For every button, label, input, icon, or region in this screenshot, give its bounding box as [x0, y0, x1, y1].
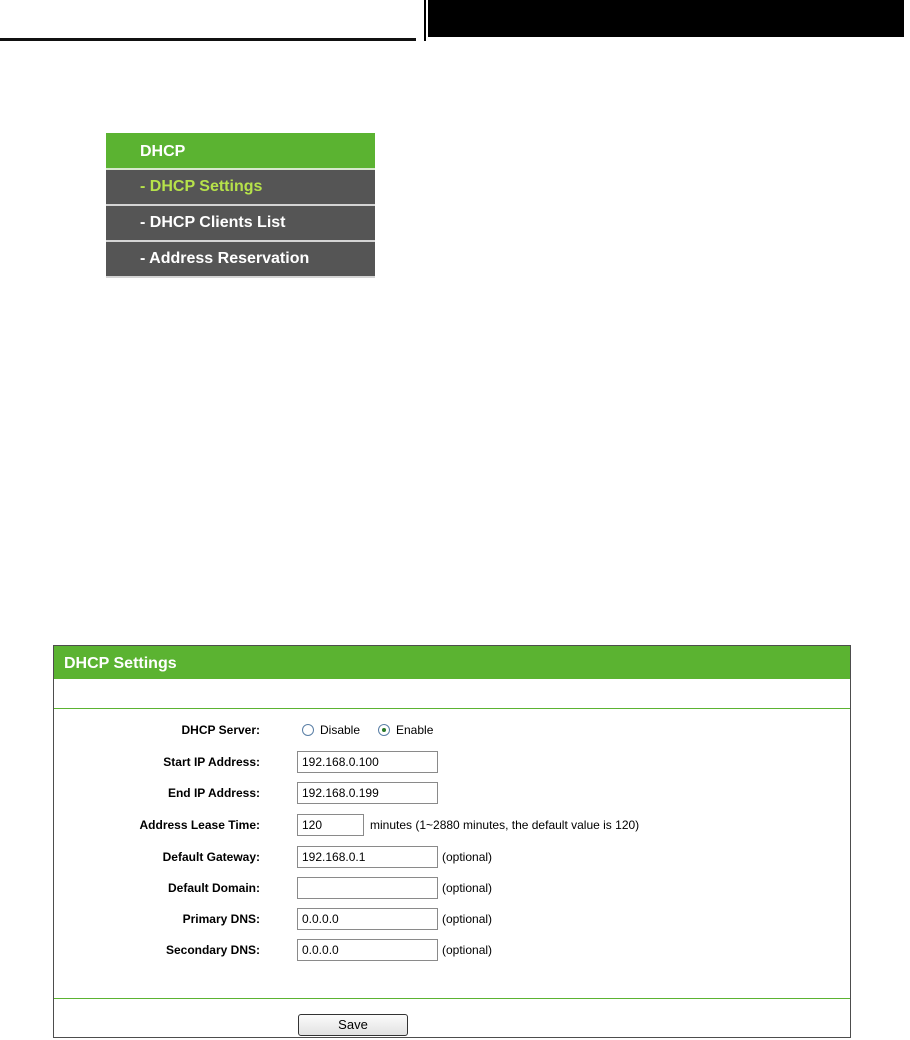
disable-label[interactable]: Disable — [320, 723, 361, 737]
enable-label[interactable]: Enable — [396, 723, 434, 737]
default-domain-note: (optional) — [442, 881, 493, 895]
dhcp-menu — [106, 133, 375, 278]
divider-bottom — [54, 998, 850, 999]
secondary-dns-input[interactable]: 0.0.0.0 — [297, 939, 438, 961]
start-ip-input[interactable]: 192.168.0.100 — [297, 751, 438, 773]
default-gateway-note: (optional) — [442, 850, 493, 864]
secondary-dns-note: (optional) — [442, 943, 493, 957]
header-left-bar — [0, 0, 416, 41]
end-ip-label: End IP Address: — [167, 786, 260, 800]
row-secondary-dns — [54, 939, 850, 961]
primary-dns-note: (optional) — [442, 912, 493, 926]
menu-item-dhcp-settings[interactable]: - DHCP Settings — [106, 170, 375, 206]
row-lease-time — [54, 814, 850, 836]
row-default-gateway — [54, 846, 850, 868]
start-ip-label: Start IP Address: — [163, 755, 260, 769]
default-gateway-input[interactable]: 192.168.0.1 — [297, 846, 438, 868]
menu-title-dhcp[interactable]: DHCP — [106, 133, 375, 170]
row-default-domain — [54, 877, 850, 899]
lease-time-note: minutes (1~2880 minutes, the default value is 120) — [370, 818, 640, 832]
divider-top — [54, 708, 850, 709]
default-gateway-label: Default Gateway: — [162, 850, 260, 864]
menu-item-address-reservation[interactable]: - Address Reservation — [106, 242, 375, 278]
dhcp-settings-panel — [53, 645, 851, 1038]
default-domain-label: Default Domain: — [167, 881, 260, 895]
save-button[interactable]: Save — [298, 1014, 408, 1036]
lease-time-label: Address Lease Time: — [139, 818, 260, 832]
panel-title: DHCP Settings — [54, 646, 850, 679]
menu-item-dhcp-clients-list[interactable]: - DHCP Clients List — [106, 206, 375, 242]
header-right-bar — [416, 0, 910, 41]
disable-radio[interactable] — [302, 724, 314, 736]
header-black-panel — [428, 0, 904, 37]
header-divider — [424, 0, 426, 41]
row-primary-dns — [54, 908, 850, 930]
row-start-ip — [54, 751, 850, 773]
radio-selected-dot — [382, 728, 386, 732]
primary-dns-input[interactable]: 0.0.0.0 — [297, 908, 438, 930]
row-end-ip — [54, 782, 850, 804]
end-ip-input[interactable]: 192.168.0.199 — [297, 782, 438, 804]
dhcp-server-label: DHCP Server: — [181, 723, 260, 737]
enable-radio[interactable] — [378, 724, 390, 736]
row-dhcp-server — [54, 719, 850, 741]
secondary-dns-label: Secondary DNS: — [165, 943, 260, 957]
default-domain-input[interactable] — [297, 877, 438, 899]
lease-time-input[interactable]: 120 — [297, 814, 364, 836]
primary-dns-label: Primary DNS: — [182, 912, 260, 926]
